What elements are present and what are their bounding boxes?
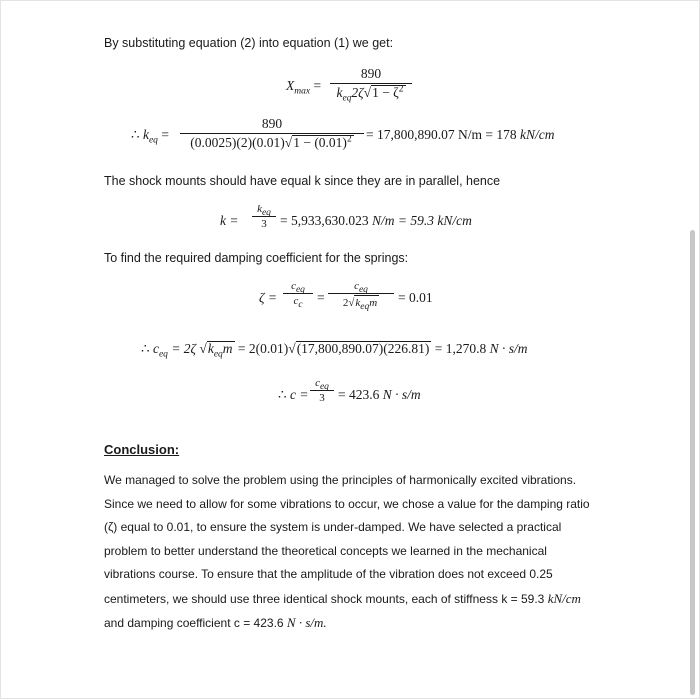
intro-text: By substituting equation (2) into equation (1) we get: (104, 36, 394, 50)
conclusion-heading: Conclusion: (104, 442, 180, 457)
keq-result: = 17,800,890.07 N/m = 178 kN/cm (366, 127, 555, 142)
keq-numerator: 890 (261, 116, 283, 131)
conclusion-line: Since we need to allow for some vibrations to occur, we chose a value for the damping ratio (104, 496, 590, 511)
c-result: = 423.6 N · s/m (338, 387, 421, 402)
fraction-bar (180, 133, 364, 134)
conclusion-paragraph (104, 469, 604, 636)
k-result: = 5,933,630.023 N/m = 59.3 kN/cm (280, 213, 472, 228)
conclusion-line: centimeters, we should use three identical shock mounts, each of stiffness k = 59.3 kN/cm (104, 590, 581, 606)
c-denominator: 3 (319, 392, 325, 404)
c-numerator: $c_{eq}$ (315, 377, 329, 393)
zeta-fraction-2: $c_{eq}$ $2√k_{eq}m$ (328, 280, 394, 310)
c-fraction (310, 377, 334, 404)
conclusion-line: We managed to solve the problem using the principles of harmonically excited vibrations. (104, 473, 577, 487)
zeta-result: = 0.01 (398, 290, 433, 305)
damping-text: To find the required damping coefficient for the springs: (104, 251, 409, 265)
keq-fraction (180, 116, 364, 151)
zeta-fraction-1: $c_{eq}$ $c_c$ (283, 280, 313, 307)
keq-denominator: $(0.0025)(2)(0.01)√1 - (0.01)^2$ (190, 134, 352, 150)
zeta-equals: = (317, 290, 325, 305)
parallel-text: The shock mounts should have equal k since they are in parallel, hence (104, 174, 501, 188)
zeta-lhs: ζ = (259, 290, 277, 305)
conclusion-line: and damping coefficient c = 423.6 N · s/m. (104, 615, 327, 630)
k-numerator: $k_{eq}$ (257, 203, 271, 219)
conclusion-line: vibrations course. To ensure that the amplitude of the vibration does not exceed 0.25 (104, 567, 553, 581)
k-lhs: k = (220, 213, 239, 228)
scrollbar[interactable] (690, 230, 695, 695)
k-fraction (252, 203, 276, 230)
xmax-fraction (330, 66, 412, 104)
conclusion-line: (ζ) equal to 0.01, to ensure the system is under-damped. We have selected a practical (104, 520, 562, 534)
keq-lhs: ∴ $k_{eq}$ = (131, 127, 169, 146)
xmax-denominator: $k_{eq}2\zeta√1 - \zeta^2$ (336, 84, 404, 104)
xmax-numerator: 890 (360, 66, 382, 81)
xmax-lhs: $X_{max}$ = (286, 78, 322, 97)
k-denominator: 3 (261, 218, 267, 230)
ceq-equation: ∴ $c_{eq} = 2\zeta$ $√k_{eq}m = 2(0.01)√(17,800,890.07)(226.81) = 1,270.8$ N · s/m (141, 341, 528, 360)
conclusion-line: problem to better understand the theoretical concepts we learned in the mechanical (104, 543, 547, 558)
c-lhs: ∴ c = (278, 387, 309, 402)
